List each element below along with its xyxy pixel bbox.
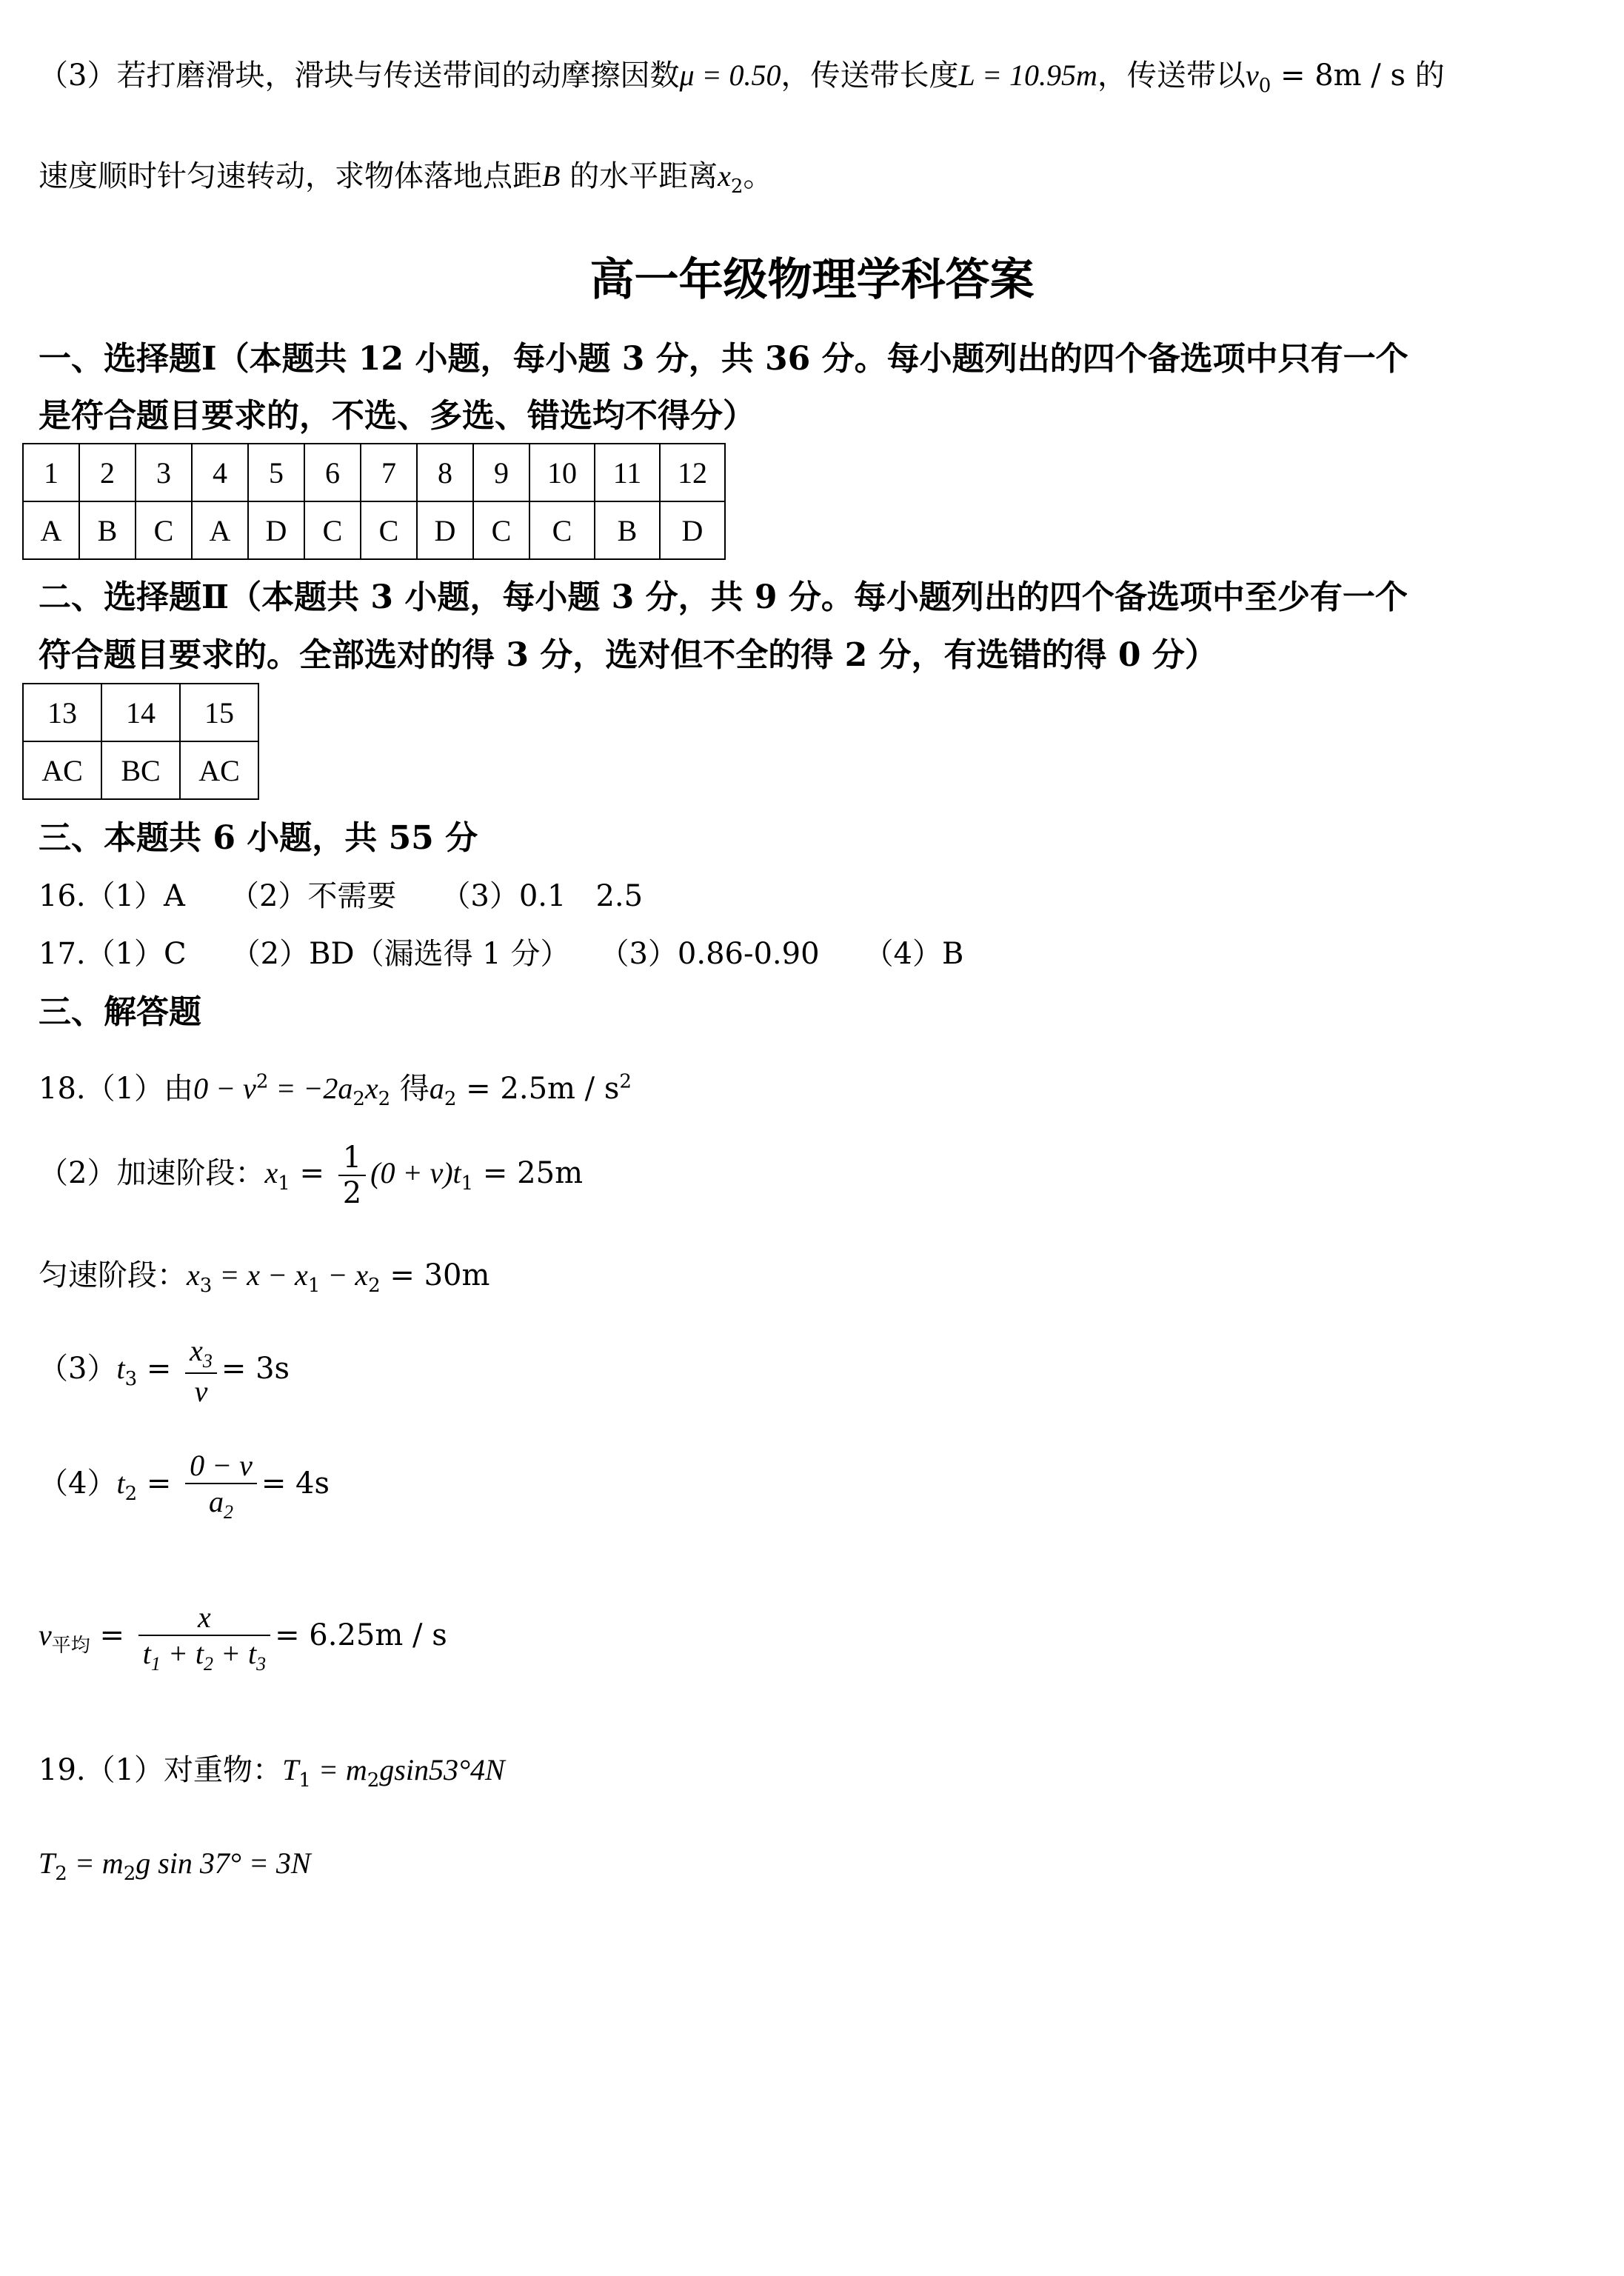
table-cell: 6 [304,444,361,501]
table-cell: 12 [660,444,725,501]
question-line-2: 速度顺时针匀速转动，求物体落地点距B 的水平距离$x_2$。 [39,159,773,198]
table-cell: 9 [473,444,529,501]
answer-q18-2: （2）加速阶段：$x_1$ = $\frac{1}{2}$ $(0 + v)t_1 = 25m$ [39,1141,583,1210]
table-cell: 7 [361,444,417,501]
table-cell: C [529,501,595,559]
table-cell: A [23,501,79,559]
table-cell: AC [180,741,258,799]
answer-q18-1: 18.（1）由$0 - v^2 = -2a_2x_2$ 得$a_2 = 2.5m / s^2$ [39,1070,632,1110]
table-row-answers [23,501,725,559]
answer-q18-6: $v_{平均}$ = $\frac{x}{t_1 + t_2 + t_3}$ = 6.25m / s [39,1601,447,1675]
table-cell: D [417,501,473,559]
answer-q17: 17.（1）C （2）BD（漏选得 1 分） （3）0.86-0.90 （4）B [39,937,964,971]
table-cell: C [304,501,361,559]
section1-line1: 一、选择题Ⅰ（本题共 12 小题，每小题 3 分，共 36 分。每小题列出的四个备选项中只有一个 [39,340,1409,378]
table-cell: 4 [192,444,248,501]
table-cell: 10 [529,444,595,501]
table-cell: AC [23,741,101,799]
answer-table-2 [22,683,259,800]
table-cell: 13 [23,684,101,741]
table-cell: B [595,501,660,559]
table-row-numbers [23,444,725,501]
table-cell: BC [101,741,180,799]
table-cell: 1 [23,444,79,501]
section1-line2: 是符合题目要求的，不选、多选、错选均不得分） [39,397,755,435]
table-cell: D [660,501,725,559]
answer-table-1 [22,443,726,560]
answer-title: 高一年级物理学科答案 [589,254,1035,306]
answer-q18-5: $(4)t_2$ = $\frac{0 - v}{a_2}$ = 4s [39,1449,330,1523]
table-cell: 15 [180,684,258,741]
section3-heading: 三、本题共 6 小题，共 55 分 [39,819,478,857]
table-cell: A [192,501,248,559]
table-cell: 14 [101,684,180,741]
section2-line1: 二、选择题Ⅱ（本题共 3 小题，每小题 3 分，共 9 分。每小题列出的四个备选项中至少有一个 [39,578,1408,616]
table-cell: 5 [248,444,304,501]
section4-heading: 三、解答题 [39,993,201,1031]
answer-q19-1: 19.（1）对重物：$T_1 = m_2gsin53^\circ 4N$ [39,1753,505,1792]
table-row-answers [23,741,258,799]
table-cell: 11 [595,444,660,501]
table-cell: B [79,501,136,559]
table-cell: C [473,501,529,559]
table-cell: D [248,501,304,559]
table-row-numbers [23,684,258,741]
table-cell: C [136,501,192,559]
answer-q18-4: $(3)t_3$ = $\frac{x_3}{v}$ = 3s [39,1334,290,1408]
table-cell: 2 [79,444,136,501]
answer-q18-3: 匀速阶段：$x_3 = x - x_1 - x_2 = 30m$ [39,1258,490,1297]
table-cell: C [361,501,417,559]
answer-q19-2: $T_2 = m_2g$ sin 37° = 3N [39,1846,311,1885]
table-cell: 3 [136,444,192,501]
section2-line2: 符合题目要求的。全部选对的得 3 分，选对但不全的得 2 分，有选错的得 0 分） [39,636,1217,674]
table-cell: 8 [417,444,473,501]
question-line-1: （3）若打磨滑块，滑块与传送带间的动摩擦因数μ = 0.50，传送带长度L = 10.95m，传送带以$v_0 = 8m / s$ 的 [39,59,1445,97]
answer-q16: 16.（1）A （2）不需要 （3）0.1 2.5 [39,879,644,913]
